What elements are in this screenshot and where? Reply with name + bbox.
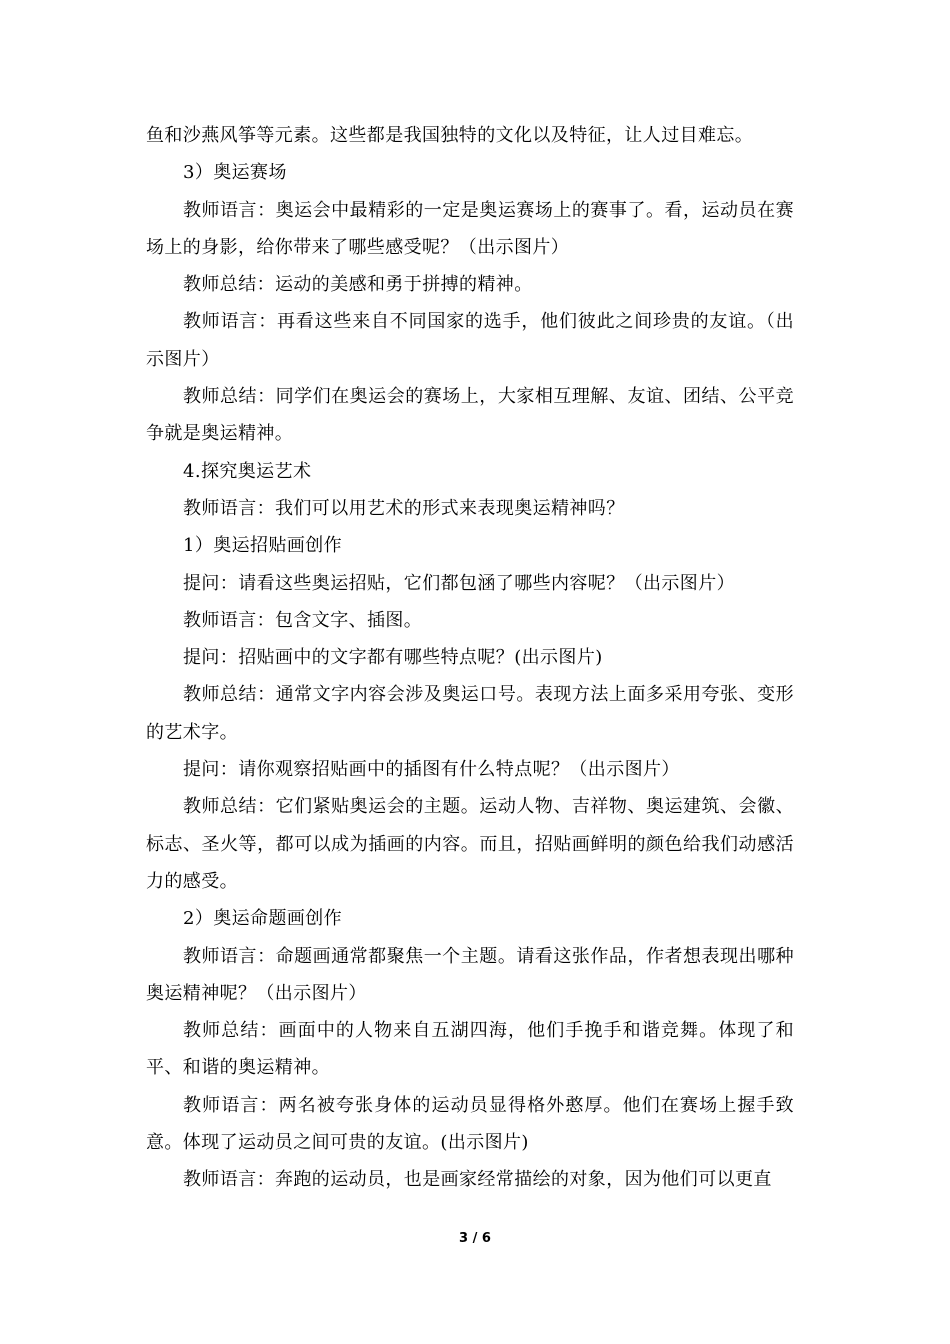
section-heading: 4.探究奥运艺术 [183,460,312,482]
document-body [146,117,794,1199]
paragraph: 提问：请你观察招贴画中的插图有什么特点呢？（出示图片） [183,759,680,781]
section-heading: 1）奥运招贴画创作 [183,535,343,557]
paragraph: 教师总结：它们紧贴奥运会的主题。运动人物、吉祥物、奥运建筑、会徽、标志、圣火等，都可以成为插画的内容。而且，招贴画鲜明的颜色给我们动感活力的感受。 [146,796,794,892]
paragraph: 鱼和沙燕风筝等元素。这些都是我国独特的文化以及特征，让人过目难忘。 [146,125,754,146]
paragraph: 教师语言：奥运会中最精彩的一定是奥运赛场上的赛事了。看，运动员在赛场上的身影，给你带来了哪些感受呢？（出示图片） [146,199,794,258]
paragraph: 教师语言：我们可以用艺术的形式来表现奥运精神吗？ [183,497,625,519]
paragraph: 提问：请看这些奥运招贴，它们都包涵了哪些内容呢？（出示图片） [183,572,735,594]
paragraph: 教师总结：运动的美感和勇于拼搏的精神。 [183,274,533,296]
paragraph: 提问：招贴画中的文字都有哪些特点呢？(出示图片) [183,647,603,669]
paragraph: 教师语言：命题画通常都聚焦一个主题。请看这张作品，作者想表现出哪种奥运精神呢？（出示图片） [146,945,794,1004]
paragraph: 教师语言：包含文字、插图。 [183,609,423,631]
paragraph: 教师语言：再看这些来自不同国家的选手，他们彼此之间珍贵的友谊。（出示图片） [146,311,794,370]
section-heading: 2）奥运命题画创作 [183,908,343,930]
paragraph: 教师总结：同学们在奥运会的赛场上，大家相互理解、友谊、团结、公平竞争就是奥运精神。 [146,386,794,445]
paragraph: 教师总结：通常文字内容会涉及奥运口号。表现方法上面多采用夸张、变形的艺术字。 [146,684,794,743]
paragraph: 教师语言：两名被夸张身体的运动员显得格外憨厚。他们在赛场上握手致意。体现了运动员之间可贵的友谊。(出示图片) [146,1094,794,1154]
paragraph: 教师总结：画面中的人物来自五湖四海，他们手挽手和谐竞舞。体现了和平、和谐的奥运精神。 [146,1020,794,1079]
paragraph: 教师语言：奔跑的运动员，也是画家经常描绘的对象，因为他们可以更直 [183,1169,772,1191]
section-heading: 3）奥运赛场 [183,162,287,184]
page-number: 3 / 6 [459,1231,491,1246]
